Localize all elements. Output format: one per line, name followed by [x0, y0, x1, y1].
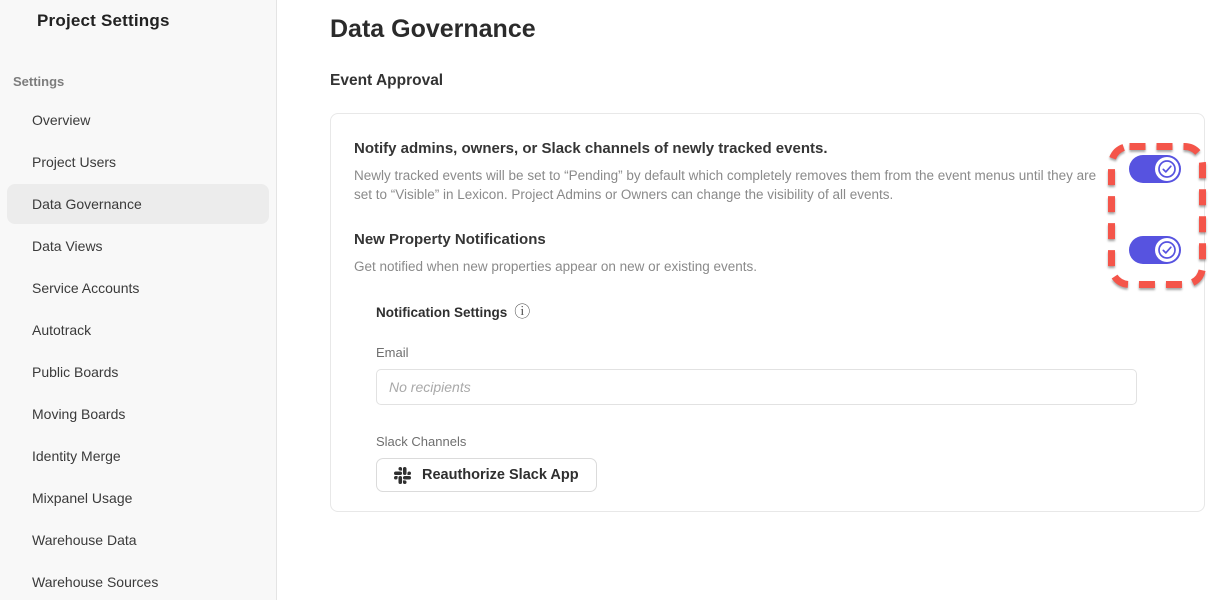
sidebar-item-public-boards[interactable]: Public Boards	[32, 364, 119, 380]
sidebar-item-overview[interactable]: Overview	[32, 112, 91, 128]
sidebar-item-data-views[interactable]: Data Views	[32, 238, 103, 254]
slack-icon	[394, 467, 411, 484]
info-icon[interactable]: ⓘ	[514, 303, 531, 321]
reauthorize-slack-button[interactable]	[376, 458, 597, 492]
sidebar-item-mixpanel-usage[interactable]: Mixpanel Usage	[32, 490, 133, 506]
sidebar-item-data-governance[interactable]: Data Governance	[7, 184, 269, 224]
event-approval-heading: Event Approval	[330, 72, 444, 89]
sidebar-title: Project Settings	[37, 11, 170, 30]
notification-settings-section	[376, 304, 1181, 492]
property-notifications-description: Get notified when new properties appear on new or existing events.	[354, 259, 757, 274]
property-notifications-title: New Property Notifications	[354, 231, 546, 248]
sidebar-item-project-users[interactable]: Project Users	[32, 154, 117, 170]
notify-setting-description: Newly tracked events will be set to “Pending” by default which completely removes them from the event menus until they are set to “Visible” in Lexicon. Project Admins or Owners can change the visibility of all events.	[354, 168, 1097, 202]
event-approval-card	[330, 113, 1205, 512]
email-label: Email	[376, 345, 409, 360]
property-notifications-toggle[interactable]	[1129, 236, 1181, 264]
event-approval-toggle[interactable]	[1129, 155, 1181, 183]
slack-button-label: Reauthorize Slack App	[422, 467, 579, 483]
sidebar-item-warehouse-data[interactable]: Warehouse Data	[32, 532, 137, 548]
sidebar-section-label: Settings	[13, 74, 65, 89]
page-title: Data Governance	[330, 15, 536, 43]
sidebar-item-service-accounts[interactable]: Service Accounts	[32, 280, 140, 296]
sidebar-item-moving-boards[interactable]: Moving Boards	[32, 406, 126, 422]
notify-setting-title: Notify admins, owners, or Slack channels of newly tracked events.	[354, 140, 828, 157]
sidebar-item-warehouse-sources[interactable]: Warehouse Sources	[32, 574, 159, 590]
email-recipients-input[interactable]	[376, 369, 1137, 405]
sidebar-item-autotrack[interactable]: Autotrack	[32, 322, 92, 338]
sidebar-nav	[0, 100, 276, 602]
slack-channels-label: Slack Channels	[376, 434, 467, 449]
notification-settings-title: Notification Settings	[376, 305, 508, 320]
sidebar-item-identity-merge[interactable]: Identity Merge	[32, 448, 121, 464]
settings-sidebar	[0, 0, 277, 600]
main-content	[277, 0, 1217, 600]
toggle-check-icon	[1155, 157, 1179, 181]
toggle-check-icon	[1155, 238, 1179, 262]
